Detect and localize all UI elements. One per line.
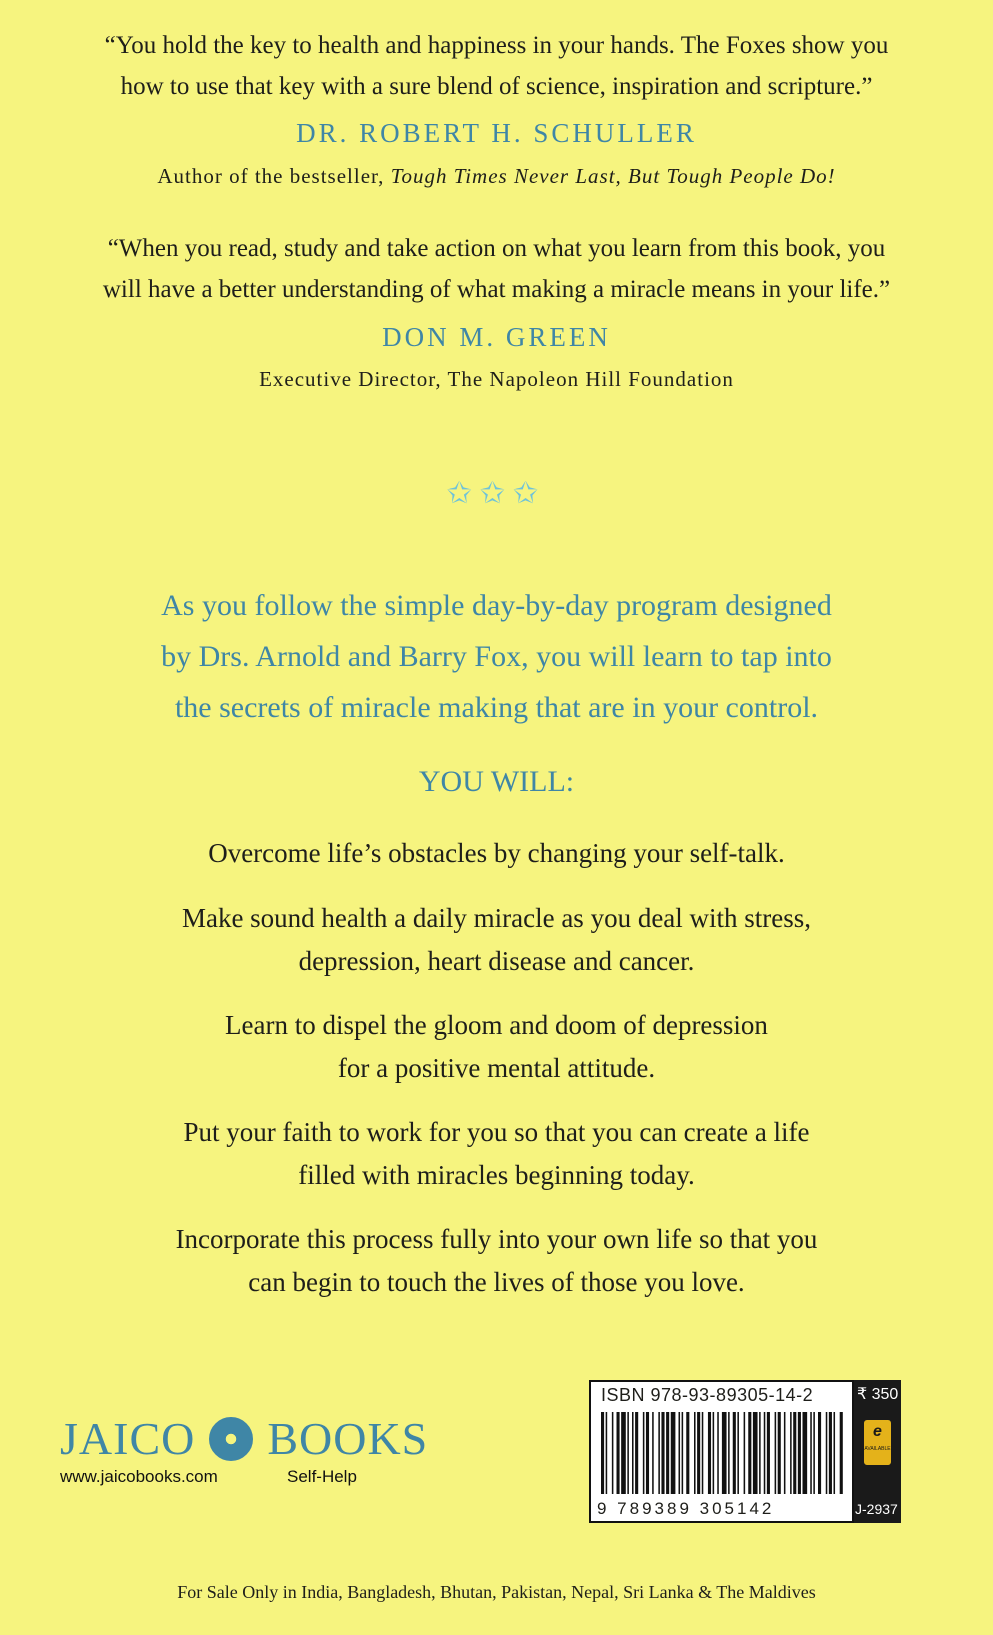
barcode-bar — [733, 1412, 736, 1494]
barcode-bar — [635, 1412, 638, 1494]
barcode-bar — [784, 1412, 786, 1494]
point-line: Overcome life’s obstacles by changing your self-talk. — [208, 838, 785, 868]
barcode-bar — [748, 1412, 751, 1494]
point-5 — [0, 1218, 993, 1304]
barcode-bar — [621, 1412, 626, 1494]
quote-line: “You hold the key to health and happiness in your hands. The Foxes show you — [104, 32, 889, 59]
publisher-logo — [60, 1412, 428, 1465]
barcode-icon — [601, 1412, 844, 1494]
barcode-digits: 9 789389 305142 — [597, 1499, 775, 1518]
barcode-bar — [671, 1412, 676, 1494]
barcode-bar — [793, 1412, 796, 1494]
point-line: filled with miracles beginning today. — [298, 1160, 695, 1190]
endorsement-2-role: Executive Director, The Napoleon Hill Foundation — [259, 367, 734, 391]
barcode-bar — [679, 1412, 681, 1494]
barcode-bar — [764, 1412, 766, 1494]
point-3 — [0, 1004, 993, 1090]
you-will-heading: YOU WILL: — [418, 765, 575, 798]
endorsement-1-role — [0, 164, 993, 189]
point-line: depression, heart disease and cancer. — [298, 946, 695, 976]
barcode-bar — [818, 1412, 821, 1494]
quote-line: “When you read, study and take action on what you learn from this book, you — [107, 235, 886, 262]
point-line: can begin to touch the lives of those you love. — [248, 1267, 745, 1297]
barcode-bar — [694, 1412, 696, 1494]
intro-line: by Drs. Arnold and Barry Fox, you will learn to tap into — [161, 640, 832, 673]
publisher-name-left: JAICO — [60, 1413, 196, 1464]
barcode-bar — [722, 1412, 727, 1494]
barcode-bar — [632, 1412, 634, 1494]
role-prefix: Author of the bestseller, — [157, 164, 391, 188]
point-line: for a positive mental attitude. — [337, 1053, 656, 1083]
barcode-bar — [666, 1412, 669, 1494]
barcode-bar — [810, 1412, 812, 1494]
barcode-bar — [778, 1412, 781, 1494]
barcode-bar — [617, 1412, 620, 1494]
barcode-bar — [658, 1412, 660, 1494]
point-line: Incorporate this process fully into your own life so that you — [175, 1224, 818, 1254]
barcode-bar — [646, 1412, 649, 1494]
barcode-bar — [601, 1412, 604, 1494]
intro-line: As you follow the simple day-by-day program designed — [161, 589, 832, 622]
barcode-bar — [826, 1412, 828, 1494]
endorsement-2-name: DON M. GREEN — [382, 322, 611, 352]
publisher-name-right: BOOKS — [267, 1413, 429, 1464]
barcode-bar — [697, 1412, 700, 1494]
ebook-mark: e — [873, 1423, 882, 1440]
intro-paragraph — [0, 580, 993, 733]
barcode-bar — [708, 1412, 711, 1494]
endorsement-1-name: DR. ROBERT H. SCHULLER — [296, 118, 697, 148]
product-code: J-2937 — [855, 1501, 898, 1517]
publisher-website: www.jaicobooks.com — [60, 1467, 218, 1486]
barcode-bar — [834, 1412, 836, 1494]
point-line: Put your faith to work for you so that you can create a life — [183, 1117, 810, 1147]
stars-divider: ✩✩✩ — [446, 477, 547, 510]
intro-line: the secrets of miracle making that are in your control. — [174, 691, 819, 724]
wheel-icon — [209, 1417, 253, 1461]
barcode-bar — [737, 1412, 739, 1494]
quote-line: will have a better understanding of what making a miracle means in your life.” — [102, 276, 891, 303]
barcode-bar — [813, 1412, 815, 1494]
barcode-bar — [717, 1412, 719, 1494]
quote-line: how to use that key with a sure blend of science, inspiration and scripture.” — [120, 73, 873, 100]
barcode-bar — [840, 1412, 843, 1494]
barcode-bar — [790, 1412, 792, 1494]
price-strip — [854, 1380, 901, 1523]
point-line: Make sound health a daily miracle as you deal with stress, — [181, 903, 812, 933]
ebook-icon — [864, 1420, 891, 1465]
point-4 — [0, 1111, 993, 1197]
barcode-bar — [702, 1412, 704, 1494]
point-1 — [0, 832, 993, 875]
barcode-bar — [713, 1412, 715, 1494]
barcode-bar — [829, 1412, 832, 1494]
barcode-bar — [686, 1412, 689, 1494]
endorsement-1-quote — [0, 25, 993, 107]
barcode-bar — [612, 1412, 614, 1494]
point-line: Learn to dispel the gloom and doom of depression — [225, 1010, 768, 1040]
barcode-bar — [759, 1412, 761, 1494]
sale-territory-note: For Sale Only in India, Bangladesh, Bhutan, Pakistan, Nepal, Sri Lanka & The Maldives — [177, 1582, 816, 1602]
ebook-available-label: AVAILABLE — [864, 1446, 891, 1452]
barcode-bar — [775, 1412, 777, 1494]
barcode-bar — [803, 1412, 808, 1494]
barcode-bar — [744, 1412, 746, 1494]
barcode-bar — [798, 1412, 801, 1494]
book-title: Tough Times Never Last, But Tough People Do! — [390, 164, 836, 188]
barcode-box — [589, 1380, 854, 1523]
isbn-label: ISBN 978-93-89305-14-2 — [601, 1385, 814, 1405]
barcode-bar — [682, 1412, 684, 1494]
barcode-bar — [767, 1412, 770, 1494]
barcode-bar — [753, 1412, 758, 1494]
barcode-bar — [661, 1412, 664, 1494]
barcode-bar — [606, 1412, 608, 1494]
barcode-bar — [643, 1412, 645, 1494]
barcode-bar — [652, 1412, 654, 1494]
endorsement-2-quote — [0, 228, 993, 310]
barcode-bar — [728, 1412, 730, 1494]
price-label: ₹ 350 — [857, 1386, 899, 1403]
point-2 — [0, 897, 993, 983]
book-category: Self-Help — [287, 1467, 357, 1486]
barcode-bar — [627, 1412, 629, 1494]
